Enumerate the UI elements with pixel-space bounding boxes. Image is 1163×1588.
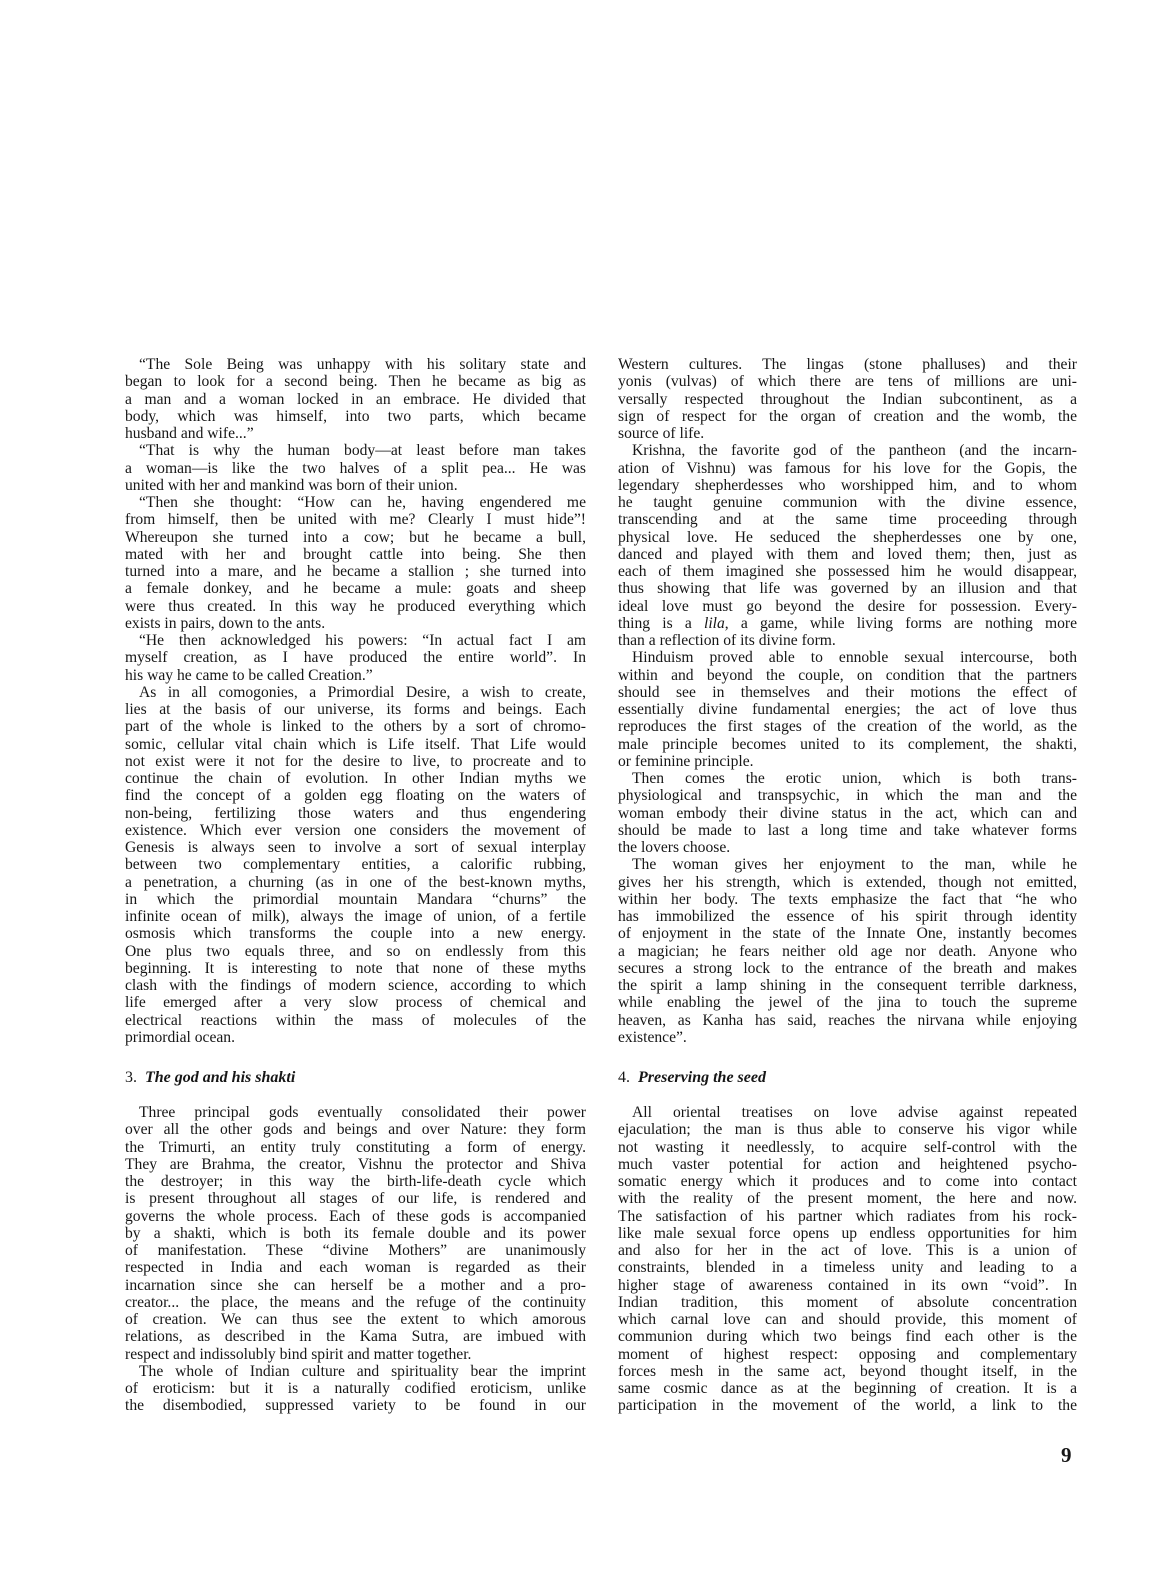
text-line: much vaster potential for action and heightened psycho- <box>618 1155 1077 1173</box>
paragraph <box>125 494 586 632</box>
text-line: same cosmic dance as at the beginning of creation. It is a <box>618 1380 1077 1397</box>
paragraph <box>618 856 1077 1046</box>
text-line: in which the primordial mountain Mandara “churns” the <box>125 890 586 908</box>
text-line: The satisfaction of his partner which radiates from his rock- <box>618 1207 1077 1225</box>
text-line: infinite ocean of milk), always the image of union, of a fertile <box>125 908 586 925</box>
text-line: communion during which two beings find each other is the <box>618 1328 1077 1346</box>
section-number: 4. <box>618 1069 630 1086</box>
text-line: clash with the findings of modern science, according to which <box>125 977 586 994</box>
text-line: lies at the basis of our universe, its forms and beings. Each <box>125 701 586 718</box>
text-line: respect and indissolubly bind spirit and matter together. <box>125 1345 472 1363</box>
text-line: Three principal gods eventually consolidated their power <box>139 1104 586 1121</box>
text-line: the Trimurti, an entity truly constituting a form of energy. <box>125 1138 586 1156</box>
text-line: is present throughout all stages of our life, is rendered and <box>125 1190 586 1208</box>
text-line: secures a strong lock to the entrance of the breath and makes <box>618 959 1077 977</box>
text-line: part of the whole is linked to the others by a sort of chromo- <box>125 718 586 736</box>
text-line: his way he came to be called Creation.” <box>125 666 373 684</box>
text-line: The whole of Indian culture and spirituality bear the imprint <box>139 1362 586 1380</box>
text-line: transcending and at the same time proceeding through <box>618 511 1077 529</box>
text-line: heaven, as Kanha has said, reaches the nirvana while enjoying <box>618 1011 1077 1029</box>
text-line: male principle becomes united to its complement, the shakti, <box>618 735 1077 753</box>
paragraph <box>618 649 1077 770</box>
text-line: ideal love must go beyond the desire for possession. Every- <box>618 597 1077 615</box>
text-line: The woman gives her enjoyment to the man, while he <box>632 856 1077 874</box>
section-title: The god and his shakti <box>145 1069 296 1086</box>
text-line: “The Sole Being was unhappy with his solitary state and <box>139 356 586 373</box>
text-line: Genesis is always seen to involve a sort of sexual interplay <box>125 839 586 856</box>
text-line: between two complementary entities, a calorific rubbing, <box>125 856 586 874</box>
text-line: began to look for a second being. Then he became as big as <box>125 373 586 391</box>
text-line: Whereupon she turned into a cow; but he became a bull, <box>125 528 586 546</box>
text-line: non-being, fertilizing those waters and thus engendering <box>125 804 586 822</box>
text-line: essentially divine fundamental energies; the act of love thus <box>618 701 1077 718</box>
text-line: united with her and mankind was born of their union. <box>125 476 458 494</box>
text-line: body, which was himself, into two parts, which became <box>125 407 586 425</box>
text-line: relations, as described in the Kama Sutra, are imbued with <box>125 1328 586 1346</box>
text-line: yonis (vulvas) of which there are tens of millions are uni- <box>618 373 1077 391</box>
text-line: reproduces the first stages of the creation of the world, as the <box>618 718 1077 736</box>
text-line: ejaculation; the man is thus able to conserve his vigor while <box>618 1121 1077 1139</box>
text-line: within and beyond the couple, on condition that the partners <box>618 666 1077 684</box>
text-line: respected in India and each woman is regarded as their <box>125 1259 586 1277</box>
section-heading-3 <box>125 1069 586 1087</box>
text-line: legendary shepherdesses who worshipped him, and to whom <box>618 476 1077 494</box>
text-line: governs the whole process. Each of these gods is accompanied <box>125 1207 586 1225</box>
text-line: Western cultures. The lingas (stone phalluses) and their <box>618 356 1077 373</box>
text-line: of creation. We can thus see the extent to which amorous <box>125 1311 586 1328</box>
text-line: were thus created. In this way he produced everything which <box>125 597 586 615</box>
text-line: by a shakti, which is both its female double and its power <box>125 1224 586 1242</box>
text-line: should see in themselves and their motions the effect of <box>618 683 1077 701</box>
text-line: continue the chain of evolution. In other Indian myths we <box>125 770 586 787</box>
left-column-bottom-text <box>125 1104 586 1415</box>
page-number: 9 <box>1061 1443 1072 1467</box>
italic-term: lila <box>703 614 725 632</box>
text-line: physiological and transpsychic, in which the man and the <box>618 787 1077 805</box>
text-line: a magician; he fears neither old age nor death. Anyone who <box>618 942 1077 960</box>
paragraph <box>618 442 1077 649</box>
text-segment: thing is a <box>618 614 704 632</box>
text-line: versally respected throughout the Indian subcontinent, as a <box>618 390 1077 408</box>
text-line: somatic energy which it produces and to come into contact <box>618 1173 1077 1190</box>
text-line: with the reality of the present moment, the here and now. <box>618 1190 1077 1208</box>
text-line: incarnation since she can herself be a mother and a pro- <box>125 1276 586 1294</box>
text-line: participation in the movement of the world, a link to the <box>618 1397 1077 1415</box>
text-line: a female donkey, and he became a mule: goats and sheep <box>125 580 586 598</box>
text-line: mated with her and brought cattle into being. She then <box>125 545 586 563</box>
text-line: turned into a mare, and he became a stallion ; she turned into <box>125 563 586 580</box>
text-line: husband and wife...” <box>125 425 254 442</box>
text-line: not wasting it needlessly, to acquire self-control with the <box>618 1138 1077 1156</box>
text-line: beginning. It is interesting to note that none of these myths <box>125 959 586 977</box>
text-line: forces mesh in the same act, beyond thought itself, in the <box>618 1362 1077 1380</box>
section-title: Preserving the seed <box>638 1069 766 1086</box>
paragraph <box>125 1363 586 1415</box>
text-line: thus showing that life was governed by an illusion and that <box>618 580 1077 598</box>
right-column-top-text <box>618 356 1077 1046</box>
paragraph <box>618 356 1077 442</box>
text-line: “Then she thought: “How can he, having engendered me <box>139 494 586 511</box>
text-line: somic, cellular vital chain which is Life itself. That Life would <box>125 735 586 753</box>
text-line: source of life. <box>618 425 705 442</box>
text-line: which carnal love can and should provide, this moment of <box>618 1311 1077 1328</box>
text-line: than a reflection of its divine form. <box>618 632 836 649</box>
text-line: constraints, blended in a timeless unity and leading to a <box>618 1259 1077 1277</box>
text-line: over all the other gods and beings and over Nature: they form <box>125 1121 586 1139</box>
text-line: each of them imagined she possessed him he would disappear, <box>618 563 1077 580</box>
paragraph <box>125 356 586 442</box>
text-line: not exist were it not for the desire to live, to procreate and to <box>125 752 586 770</box>
text-line: “That is why the human body—at least before man takes <box>139 442 586 460</box>
section-number: 3. <box>125 1069 137 1086</box>
text-line: the destroyer; in this way the birth-life-death cycle which <box>125 1173 586 1190</box>
text-line: the lovers choose. <box>618 839 731 856</box>
text-segment: , a game, while living forms are nothing more <box>724 614 1078 632</box>
text-line: existence. Which ever version one considers the movement of <box>125 821 586 839</box>
text-line: They are Brahma, the creator, Vishnu the protector and Shiva <box>125 1155 586 1173</box>
text-line: danced and played with them and loved them; then, just as <box>618 545 1077 563</box>
right-column-bottom-text <box>618 1104 1077 1415</box>
text-line: of eroticism: but it is a naturally codified eroticism, unlike <box>125 1380 586 1397</box>
paragraph <box>618 770 1077 856</box>
text-line: creator... the place, the means and the refuge of the continuity <box>125 1293 586 1311</box>
text-line: “He then acknowledged his powers: “In actual fact I am <box>139 632 586 649</box>
paragraph <box>125 442 586 494</box>
text-line: or feminine principle. <box>618 752 754 770</box>
text-line: Hinduism proved able to ennoble sexual intercourse, both <box>632 649 1077 667</box>
text-line: Indian tradition, this moment of absolute concentration <box>618 1293 1077 1311</box>
text-line: a man and a woman locked in an embrace. He divided that <box>125 390 586 408</box>
paragraph <box>125 1104 586 1363</box>
text-line: while enabling the jewel of the jina to touch the supreme <box>618 994 1077 1012</box>
text-line: osmosis which transforms the couple into a new energy. <box>125 925 586 943</box>
text-line: life emerged after a very slow process of chemical and <box>125 994 586 1012</box>
left-column-top-text <box>125 356 586 1046</box>
text-line: the spirit a lamp shining in the consequent terrible darkness, <box>618 977 1077 994</box>
section-heading-4 <box>618 1069 1077 1087</box>
text-line: myself creation, as I have produced the entire world”. In <box>125 649 586 667</box>
text-line: woman embody their divine status in the act, which can and <box>618 804 1077 822</box>
text-line: should be made to last a long time and take whatever forms <box>618 821 1077 839</box>
text-line: of manifestation. These “divine Mothers” are unanimously <box>125 1242 586 1259</box>
paragraph <box>618 1104 1077 1415</box>
text-line: from himself, then be united with me? Clearly I must hide”! <box>125 511 586 529</box>
text-line: All oriental treatises on love advise against repeated <box>632 1104 1077 1121</box>
text-line: existence”. <box>618 1028 687 1046</box>
text-line <box>618 615 1077 632</box>
text-line: Then comes the erotic union, which is both trans- <box>632 770 1077 787</box>
text-line: a woman—is like the two halves of a split pea... He was <box>125 459 586 477</box>
text-line: he taught genuine communion with the divine essence, <box>618 494 1077 511</box>
text-line: within her body. The texts emphasize the fact that “he who <box>618 890 1077 908</box>
text-line: of enjoyment in the state of the Innate One, instantly becomes <box>618 925 1077 943</box>
text-line: a penetration, a churning (as in one of the best-known myths, <box>125 873 586 891</box>
text-line: electrical reactions within the mass of molecules of the <box>125 1011 586 1029</box>
text-line: physical love. He seduced the shepherdesses one by one, <box>618 528 1077 546</box>
text-line: As in all comogonies, a Primordial Desire, a wish to create, <box>139 683 586 701</box>
text-line: like male sexual force opens up endless opportunities for him <box>618 1224 1077 1242</box>
text-line: find the concept of a golden egg floating on the waters of <box>125 787 586 805</box>
text-line: primordial ocean. <box>125 1028 235 1046</box>
text-line: moment of highest respect: opposing and complementary <box>618 1345 1077 1363</box>
text-line: sign of respect for the organ of creation and the womb, the <box>618 407 1077 425</box>
paragraph <box>125 632 586 684</box>
text-line: has immobilized the essence of his spirit through identity <box>618 908 1077 925</box>
text-line: gives her his strength, which is extended, though not emitted, <box>618 873 1077 891</box>
text-line: the disembodied, suppressed variety to be found in our <box>125 1397 586 1415</box>
text-line: Krishna, the favorite god of the pantheon (and the incarn- <box>632 442 1077 460</box>
text-line: ation of Vishnu) was famous for his love for the Gopis, the <box>618 459 1077 477</box>
text-line: and also for her in the act of love. This is a union of <box>618 1242 1077 1259</box>
paragraph <box>125 684 586 1046</box>
text-line: exists in pairs, down to the ants. <box>125 614 326 632</box>
text-line: One plus two equals three, and so on endlessly from this <box>125 942 586 960</box>
text-line: higher stage of awareness contained in its own “void”. In <box>618 1276 1077 1294</box>
